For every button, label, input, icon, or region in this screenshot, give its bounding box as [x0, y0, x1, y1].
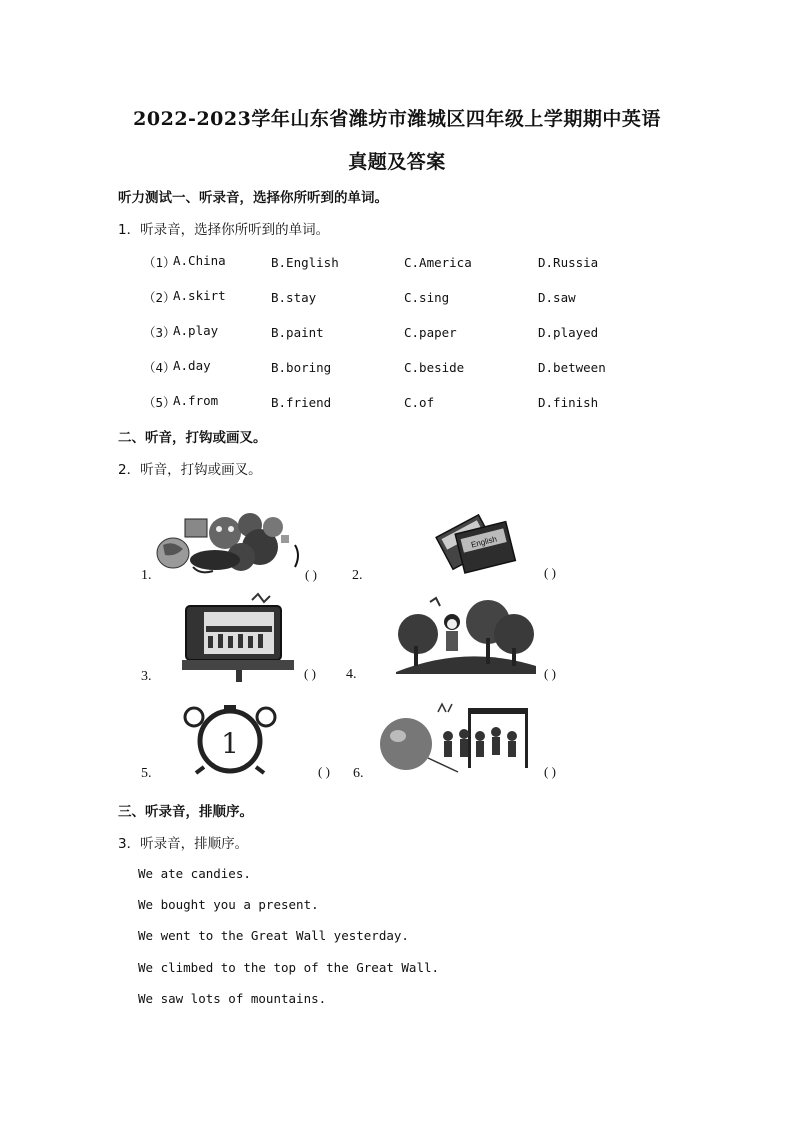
- item-1-answer-box[interactable]: ( ): [305, 567, 317, 582]
- item-6-number: 6.: [353, 766, 364, 781]
- item-2-answer-box[interactable]: ( ): [544, 565, 556, 580]
- item-2-number: 2.: [352, 568, 363, 583]
- option-2b: B.stay: [271, 290, 317, 305]
- option-3b: B.paint: [271, 325, 324, 340]
- option-4a: A.day: [173, 358, 211, 373]
- option-3c: C.paper: [404, 325, 457, 340]
- section3-heading: 三、听录音，排顺序。: [118, 804, 253, 820]
- section1-heading: 听力测试一、听录音，选择你所听到的单词。: [118, 190, 388, 206]
- option-row-3-num: （3）: [143, 325, 176, 340]
- item-3-answer-box[interactable]: ( ): [304, 666, 316, 681]
- alarm-clock-picture: [180, 703, 280, 775]
- toys-picture: [155, 505, 305, 583]
- option-row-1-num: （1）: [143, 255, 176, 270]
- page-title-line2: 真题及答案: [348, 151, 446, 173]
- item-5-answer-box[interactable]: ( ): [318, 764, 330, 779]
- question-2: 2．听音，打钩或画叉。: [118, 462, 262, 478]
- option-5b: B.friend: [271, 395, 332, 410]
- option-1a: A.China: [173, 253, 226, 268]
- option-row-5-num: （5）: [143, 395, 176, 410]
- item-6-answer-box[interactable]: ( ): [544, 764, 556, 779]
- book-label: English: [470, 534, 498, 550]
- question-3: 3．听录音，排顺序。: [118, 836, 249, 852]
- section2-heading: 二、听音，打钩或画叉。: [118, 430, 267, 446]
- page-title: 2022-2023学年山东省潍坊市潍城区四年级上学期期中英语: [133, 108, 661, 130]
- books-picture: [432, 505, 522, 577]
- option-2d: D.saw: [538, 290, 576, 305]
- sentence-3: We went to the Great Wall yesterday.: [138, 928, 409, 943]
- item-1-number: 1.: [141, 568, 152, 583]
- option-1b: B.English: [271, 255, 339, 270]
- sentence-5: We saw lots of mountains.: [138, 991, 327, 1006]
- option-3d: D.played: [538, 325, 599, 340]
- tv-picture: [182, 592, 297, 684]
- item-5-number: 5.: [141, 766, 152, 781]
- option-5d: D.finish: [538, 395, 599, 410]
- option-row-4-num: （4）: [143, 360, 176, 375]
- option-5c: C.of: [404, 395, 435, 410]
- question-1: 1．听录音，选择你所听到的单词。: [118, 222, 330, 238]
- sentence-4: We climbed to the top of the Great Wall.: [138, 960, 440, 975]
- option-4b: B.boring: [271, 360, 332, 375]
- option-row-2-num: （2）: [143, 290, 176, 305]
- svg-text:1: 1: [221, 727, 239, 760]
- option-1c: C.America: [404, 255, 472, 270]
- option-4d: D.between: [538, 360, 606, 375]
- item-4-number: 4.: [346, 667, 357, 682]
- sentence-1: We ate candies.: [138, 866, 251, 881]
- option-1d: D.Russia: [538, 255, 599, 270]
- item-4-answer-box[interactable]: ( ): [544, 666, 556, 681]
- race-picture: [378, 700, 533, 778]
- park-picture: [396, 594, 536, 674]
- option-4c: C.beside: [404, 360, 465, 375]
- option-2c: C.sing: [404, 290, 450, 305]
- option-2a: A.skirt: [173, 288, 226, 303]
- option-3a: A.play: [173, 323, 219, 338]
- option-5a: A.from: [173, 393, 219, 408]
- sentence-2: We bought you a present.: [138, 897, 319, 912]
- item-3-number: 3.: [141, 669, 152, 684]
